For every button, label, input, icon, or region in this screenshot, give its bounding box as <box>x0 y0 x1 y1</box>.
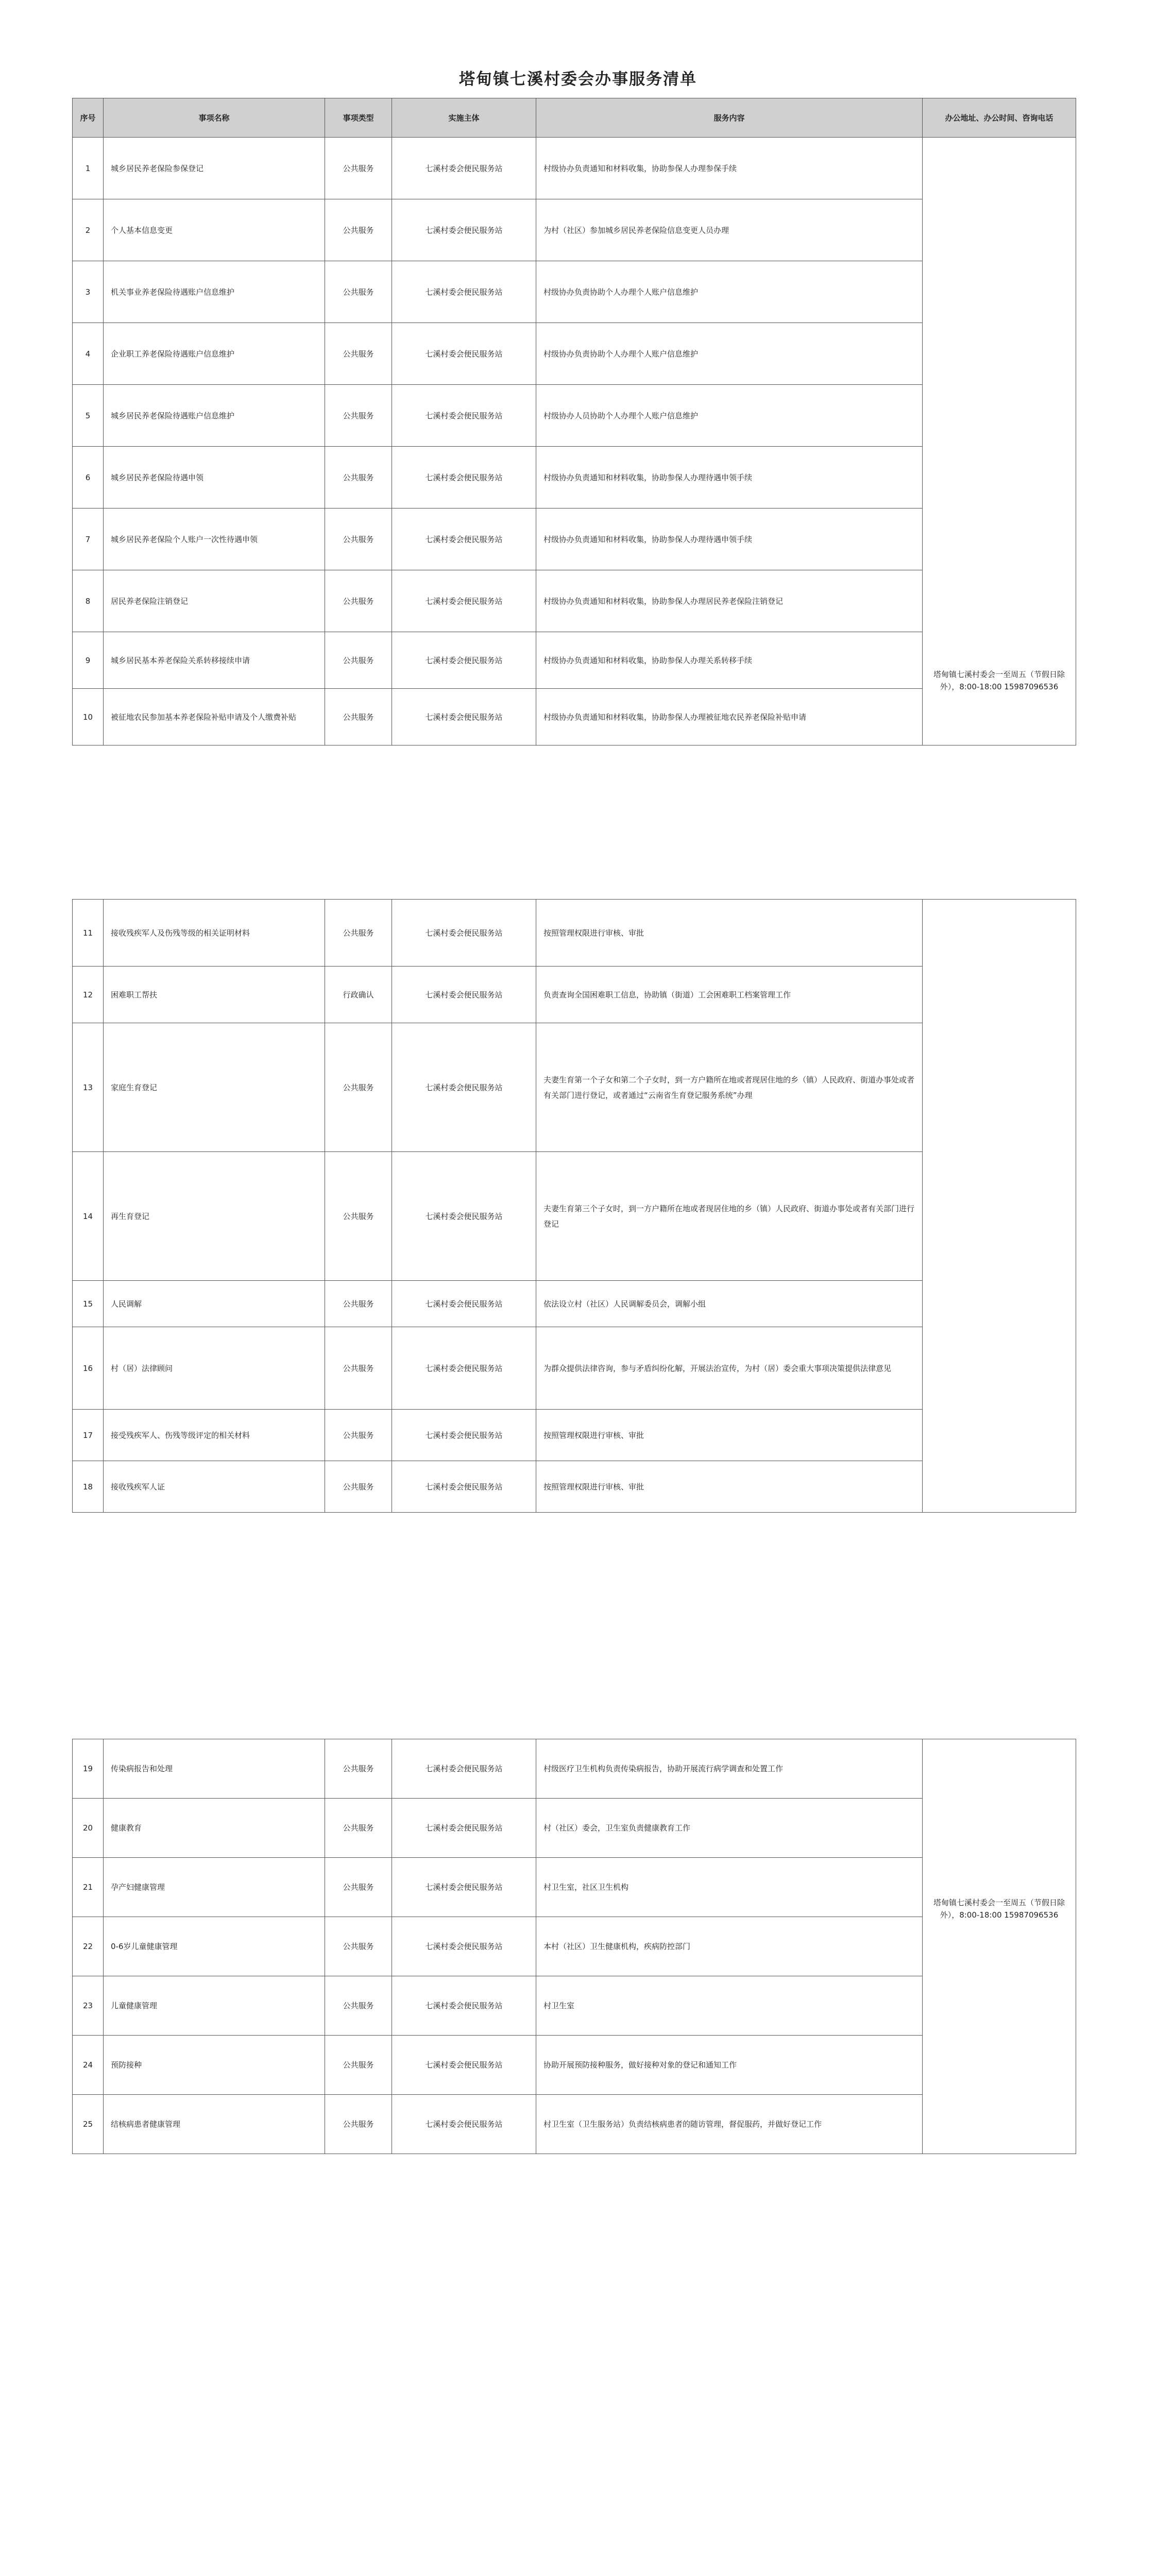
row-item-name: 再生育登记 <box>104 1152 325 1281</box>
row-number: 15 <box>73 1281 104 1327</box>
row-item-content: 协助开展预防接种服务，做好接种对象的登记和通知工作 <box>536 2036 923 2095</box>
row-number: 22 <box>73 1917 104 1976</box>
row-item-type: 公共服务 <box>325 1281 392 1327</box>
row-item-type: 公共服务 <box>325 509 392 570</box>
row-item-name: 城乡居民养老保险待遇账户信息维护 <box>104 385 325 447</box>
service-table-1 <box>72 98 1076 745</box>
row-item-type: 公共服务 <box>325 689 392 745</box>
row-item-org: 七溪村委会便民服务站 <box>392 1281 536 1327</box>
row-item-name: 城乡居民养老保险待遇申领 <box>104 447 325 509</box>
contact-info-cell <box>923 138 1076 745</box>
row-number: 16 <box>73 1327 104 1410</box>
row-item-content: 村卫生室 <box>536 1976 923 2036</box>
row-item-type: 公共服务 <box>325 1858 392 1917</box>
row-item-type: 公共服务 <box>325 632 392 689</box>
row-item-org: 七溪村委会便民服务站 <box>392 1410 536 1461</box>
row-item-content: 村级医疗卫生机构负责传染病报告，协助开展流行病学调查和处置工作 <box>536 1739 923 1799</box>
row-item-content: 为村（社区）参加城乡居民养老保险信息变更人员办理 <box>536 199 923 261</box>
row-number: 25 <box>73 2095 104 2154</box>
row-item-content: 负责查询全国困难职工信息，协助镇（街道）工会困难职工档案管理工作 <box>536 967 923 1023</box>
header-contact: 办公地址、办公时间、咨询电话 <box>923 98 1076 138</box>
row-number: 9 <box>73 632 104 689</box>
service-table-3 <box>72 1739 1076 2154</box>
row-item-content: 村（社区）委会，卫生室负责健康教育工作 <box>536 1799 923 1858</box>
row-number: 13 <box>73 1023 104 1152</box>
row-item-org: 七溪村委会便民服务站 <box>392 2095 536 2154</box>
row-item-content: 夫妻生育第一个子女和第二个子女时，到一方户籍所在地或者现居住地的乡（镇）人民政府、街道办事处或者有关部门进行登记，或者通过“云南省生育登记服务系统”办理 <box>536 1023 923 1152</box>
row-item-content: 村级协办负责通知和材料收集，协助参保人办理参保手续 <box>536 138 923 199</box>
row-item-org: 七溪村委会便民服务站 <box>392 632 536 689</box>
header-no: 序号 <box>73 98 104 138</box>
row-number: 1 <box>73 138 104 199</box>
row-item-org: 七溪村委会便民服务站 <box>392 1461 536 1513</box>
row-item-org: 七溪村委会便民服务站 <box>392 570 536 632</box>
row-item-org: 七溪村委会便民服务站 <box>392 1327 536 1410</box>
row-item-content: 按照管理权限进行审核、审批 <box>536 1461 923 1513</box>
row-item-type: 公共服务 <box>325 1917 392 1976</box>
row-number: 11 <box>73 900 104 967</box>
table-row <box>73 900 1076 967</box>
row-item-content: 村级协办负责通知和材料收集，协助参保人办理被征地农民养老保险补贴申请 <box>536 689 923 745</box>
row-item-org: 七溪村委会便民服务站 <box>392 900 536 967</box>
row-item-org: 七溪村委会便民服务站 <box>392 509 536 570</box>
row-item-name: 传染病报告和处理 <box>104 1739 325 1799</box>
row-item-content: 村级协办负责协助个人办理个人账户信息维护 <box>536 323 923 385</box>
row-item-type: 公共服务 <box>325 385 392 447</box>
contact-info-cell <box>923 900 1076 1513</box>
header-org: 实施主体 <box>392 98 536 138</box>
row-item-org: 七溪村委会便民服务站 <box>392 199 536 261</box>
row-item-name: 城乡居民养老保险参保登记 <box>104 138 325 199</box>
row-item-name: 孕产妇健康管理 <box>104 1858 325 1917</box>
service-table-2 <box>72 899 1076 1513</box>
row-item-content: 村卫生室，社区卫生机构 <box>536 1858 923 1917</box>
row-item-org: 七溪村委会便民服务站 <box>392 1976 536 2036</box>
row-item-name: 居民养老保险注销登记 <box>104 570 325 632</box>
row-item-content: 依法设立村（社区）人民调解委员会，调解小组 <box>536 1281 923 1327</box>
row-item-name: 儿童健康管理 <box>104 1976 325 2036</box>
row-item-name: 被征地农民参加基本养老保险补贴申请及个人缴费补贴 <box>104 689 325 745</box>
row-number: 5 <box>73 385 104 447</box>
page-title: 塔甸镇七溪村委会办事服务清单 <box>459 70 697 89</box>
row-item-org: 七溪村委会便民服务站 <box>392 1858 536 1917</box>
row-item-type: 公共服务 <box>325 323 392 385</box>
row-item-type: 公共服务 <box>325 900 392 967</box>
row-item-content: 按照管理权限进行审核、审批 <box>536 1410 923 1461</box>
row-item-type: 公共服务 <box>325 1739 392 1799</box>
row-item-type: 行政确认 <box>325 967 392 1023</box>
table-row <box>73 1739 1076 1799</box>
row-number: 2 <box>73 199 104 261</box>
row-item-name: 人民调解 <box>104 1281 325 1327</box>
row-item-org: 七溪村委会便民服务站 <box>392 1152 536 1281</box>
row-item-content: 村级协办负责通知和材料收集，协助参保人办理待遇申领手续 <box>536 447 923 509</box>
row-item-name: 家庭生育登记 <box>104 1023 325 1152</box>
row-item-org: 七溪村委会便民服务站 <box>392 1739 536 1799</box>
row-item-content: 村级协办负责通知和材料收集，协助参保人办理关系转移手续 <box>536 632 923 689</box>
row-item-type: 公共服务 <box>325 1327 392 1410</box>
header-type: 事项类型 <box>325 98 392 138</box>
row-item-org: 七溪村委会便民服务站 <box>392 1917 536 1976</box>
row-number: 20 <box>73 1799 104 1858</box>
row-item-name: 0-6岁儿童健康管理 <box>104 1917 325 1976</box>
row-item-type: 公共服务 <box>325 199 392 261</box>
row-item-name: 健康教育 <box>104 1799 325 1858</box>
row-number: 6 <box>73 447 104 509</box>
row-item-type: 公共服务 <box>325 1023 392 1152</box>
row-number: 23 <box>73 1976 104 2036</box>
row-item-name: 接受残疾军人、伤残等级评定的相关材料 <box>104 1410 325 1461</box>
row-number: 19 <box>73 1739 104 1799</box>
row-item-content: 村级协办负责通知和材料收集，协助参保人办理居民养老保险注销登记 <box>536 570 923 632</box>
header-name: 事项名称 <box>104 98 325 138</box>
row-item-name: 企业职工养老保险待遇账户信息维护 <box>104 323 325 385</box>
row-number: 17 <box>73 1410 104 1461</box>
table-row <box>73 138 1076 199</box>
table-header-row <box>73 98 1076 138</box>
row-item-content: 夫妻生育第三个子女时，到一方户籍所在地或者现居住地的乡（镇）人民政府、街道办事处或者有关部门进行登记 <box>536 1152 923 1281</box>
row-item-name: 个人基本信息变更 <box>104 199 325 261</box>
row-item-org: 七溪村委会便民服务站 <box>392 2036 536 2095</box>
row-item-type: 公共服务 <box>325 138 392 199</box>
row-item-type: 公共服务 <box>325 1976 392 2036</box>
contact-info: 塔甸镇七溪村委会一至周五（节假日除外），8:00-18:00 15987096536 <box>933 670 1065 691</box>
row-item-name: 结核病患者健康管理 <box>104 2095 325 2154</box>
row-item-type: 公共服务 <box>325 1410 392 1461</box>
row-number: 12 <box>73 967 104 1023</box>
row-item-name: 机关事业养老保险待遇账户信息维护 <box>104 261 325 323</box>
row-item-name: 村（居）法律顾问 <box>104 1327 325 1410</box>
row-item-org: 七溪村委会便民服务站 <box>392 1799 536 1858</box>
row-number: 18 <box>73 1461 104 1513</box>
row-item-org: 七溪村委会便民服务站 <box>392 138 536 199</box>
row-item-name: 接收残疾军人及伤残等级的相关证明材料 <box>104 900 325 967</box>
row-number: 14 <box>73 1152 104 1281</box>
contact-info: 塔甸镇七溪村委会一至周五（节假日除外），8:00-18:00 15987096536 <box>933 1898 1065 1920</box>
contact-info-cell <box>923 1739 1076 2154</box>
row-item-type: 公共服务 <box>325 1461 392 1513</box>
row-item-content: 为群众提供法律咨询，参与矛盾纠纷化解，开展法治宣传，为村（居）委会重大事项决策提供法律意见 <box>536 1327 923 1410</box>
row-item-content: 村级协办人员协助个人办理个人账户信息维护 <box>536 385 923 447</box>
row-item-name: 接收残疾军人证 <box>104 1461 325 1513</box>
row-item-content: 村级协办负责协助个人办理个人账户信息维护 <box>536 261 923 323</box>
row-item-type: 公共服务 <box>325 447 392 509</box>
row-number: 10 <box>73 689 104 745</box>
row-item-content: 本村（社区）卫生健康机构，疾病防控部门 <box>536 1917 923 1976</box>
row-item-org: 七溪村委会便民服务站 <box>392 261 536 323</box>
row-item-org: 七溪村委会便民服务站 <box>392 323 536 385</box>
row-item-name: 困难职工帮扶 <box>104 967 325 1023</box>
row-item-org: 七溪村委会便民服务站 <box>392 385 536 447</box>
row-number: 21 <box>73 1858 104 1917</box>
row-item-type: 公共服务 <box>325 570 392 632</box>
row-item-type: 公共服务 <box>325 2095 392 2154</box>
row-item-content: 按照管理权限进行审核、审批 <box>536 900 923 967</box>
row-number: 8 <box>73 570 104 632</box>
row-number: 3 <box>73 261 104 323</box>
header-content: 服务内容 <box>536 98 923 138</box>
row-item-name: 城乡居民养老保险个人账户一次性待遇申领 <box>104 509 325 570</box>
row-item-org: 七溪村委会便民服务站 <box>392 1023 536 1152</box>
row-item-type: 公共服务 <box>325 1152 392 1281</box>
row-number: 4 <box>73 323 104 385</box>
row-item-type: 公共服务 <box>325 2036 392 2095</box>
row-item-name: 城乡居民基本养老保险关系转移接续申请 <box>104 632 325 689</box>
row-number: 24 <box>73 2036 104 2095</box>
row-item-name: 预防接种 <box>104 2036 325 2095</box>
row-item-org: 七溪村委会便民服务站 <box>392 689 536 745</box>
row-number: 7 <box>73 509 104 570</box>
row-item-org: 七溪村委会便民服务站 <box>392 447 536 509</box>
row-item-type: 公共服务 <box>325 261 392 323</box>
row-item-type: 公共服务 <box>325 1799 392 1858</box>
row-item-content: 村卫生室（卫生服务站）负责结核病患者的随访管理，督促服药，并做好登记工作 <box>536 2095 923 2154</box>
row-item-content: 村级协办负责通知和材料收集，协助参保人办理待遇申领手续 <box>536 509 923 570</box>
row-item-org: 七溪村委会便民服务站 <box>392 967 536 1023</box>
